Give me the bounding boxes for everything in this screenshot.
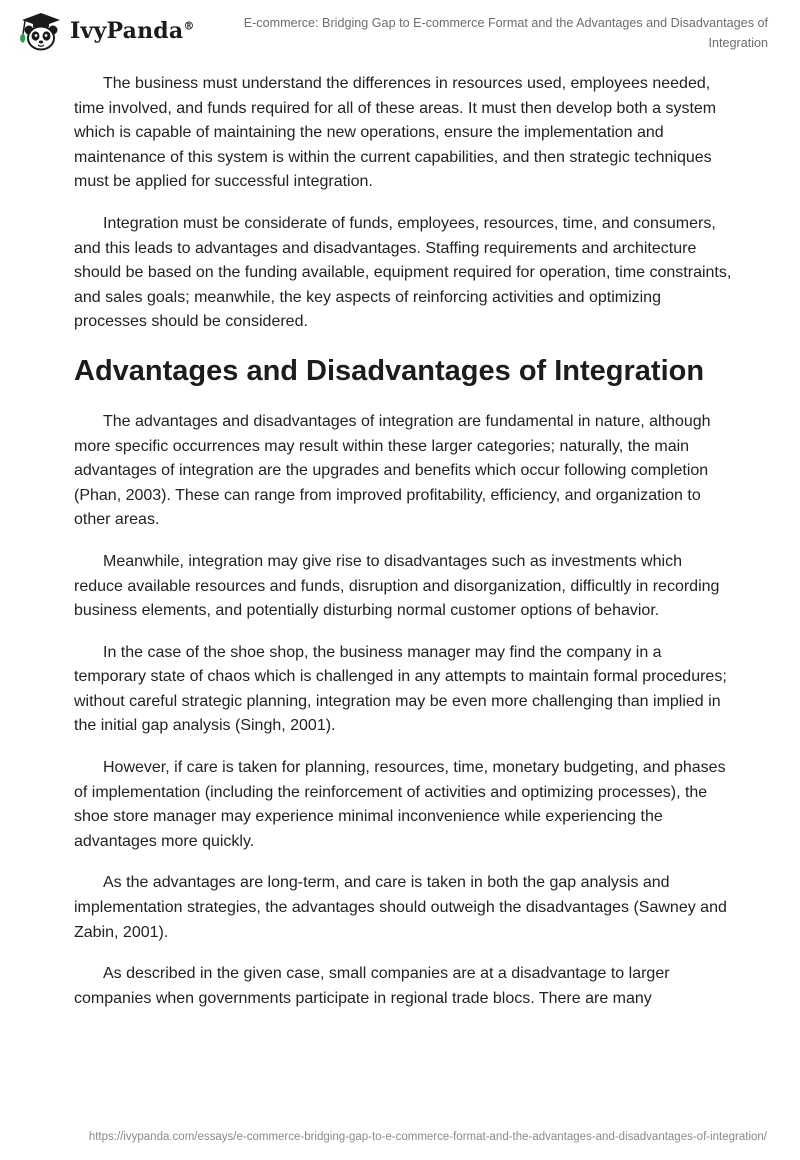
paragraph-trade-blocs: As described in the given case, small companies are at a disadvantage to larger companies when governments participate in regional trade blocs. There are many [74, 965, 670, 1007]
ivypanda-logo[interactable] [14, 10, 195, 52]
paragraph-long-term: As the advantages are long-term, and care is taken in both the gap analysis and implementation strategies, the advantages should outweigh the disadvantages (Sawney and Zabin, 2001). [74, 874, 727, 941]
essay-body [74, 72, 734, 1028]
registered-mark: ® [183, 19, 195, 33]
essay-title: E-commerce: Bridging Gap to E-commerce Format and the Advantages and Disadvantages of Integration [243, 16, 768, 50]
page-header [0, 0, 800, 60]
paragraph-shoe-shop: In the case of the shoe shop, the business manager may find the company in a temporary state of chaos which is challenged in any attempts to maintain formal procedures; without careful strategic planning, integration may be even more challenging than implied in the initial gap analysis (Singh, 2001). [74, 643, 727, 735]
logo-text: IvyPanda® [70, 18, 195, 44]
paragraph-integration-considerations: Integration must be considerate of funds, employees, resources, time, and consumers, and this leads to advantages and disadvantages. Staffing requirements and architecture should be based on the funding available, equipment required for operation, time constraints, and sales goals; meanwhile, the key aspects of reinforcing activities and optimizing processes should be considered. [74, 214, 732, 331]
section-heading: Advantages and Disadvantages of Integration [74, 354, 705, 387]
paragraph-disadvantages: Meanwhile, integration may give rise to disadvantages such as investments which reduce available resources and funds, disruption and disorganization, difficultly in recording business elements, and potentially disturbing normal customer options of behavior. [74, 552, 720, 620]
paragraph-advantages: The advantages and disadvantages of integration are fundamental in nature, although more specific occurrences may result within these larger categories; naturally, the main advantages of integration are the upgrades and benefits which occur following completion (Phan, 2003). These can range from improved profitability, efficiency, and organization to other areas. [74, 412, 711, 529]
paragraph-care-planning: However, if care is taken for planning, resources, time, monetary budgeting, and phases of implementation (including the reinforcement of activities and optimizing processes), the shoe store manager may experience minimal inconvenience while experiencing the advantages more quickly. [74, 759, 726, 850]
source-url[interactable]: https://ivypanda.com/essays/e-commerce-bridging-gap-to-e-commerce-format-and-the-advantages-and-disadvantages-of-integration/ [88, 1131, 767, 1143]
panda-graduate-icon [14, 10, 64, 52]
paragraph-resources: The business must understand the differences in resources used, employees needed, time involved, and funds required for all of these areas. It must then develop both a system which is capable of maintaining the new operations, ensure the implementation and maintenance of this system is within the current capabilities, and then strategic techniques must be applied for successful integration. [74, 75, 717, 191]
